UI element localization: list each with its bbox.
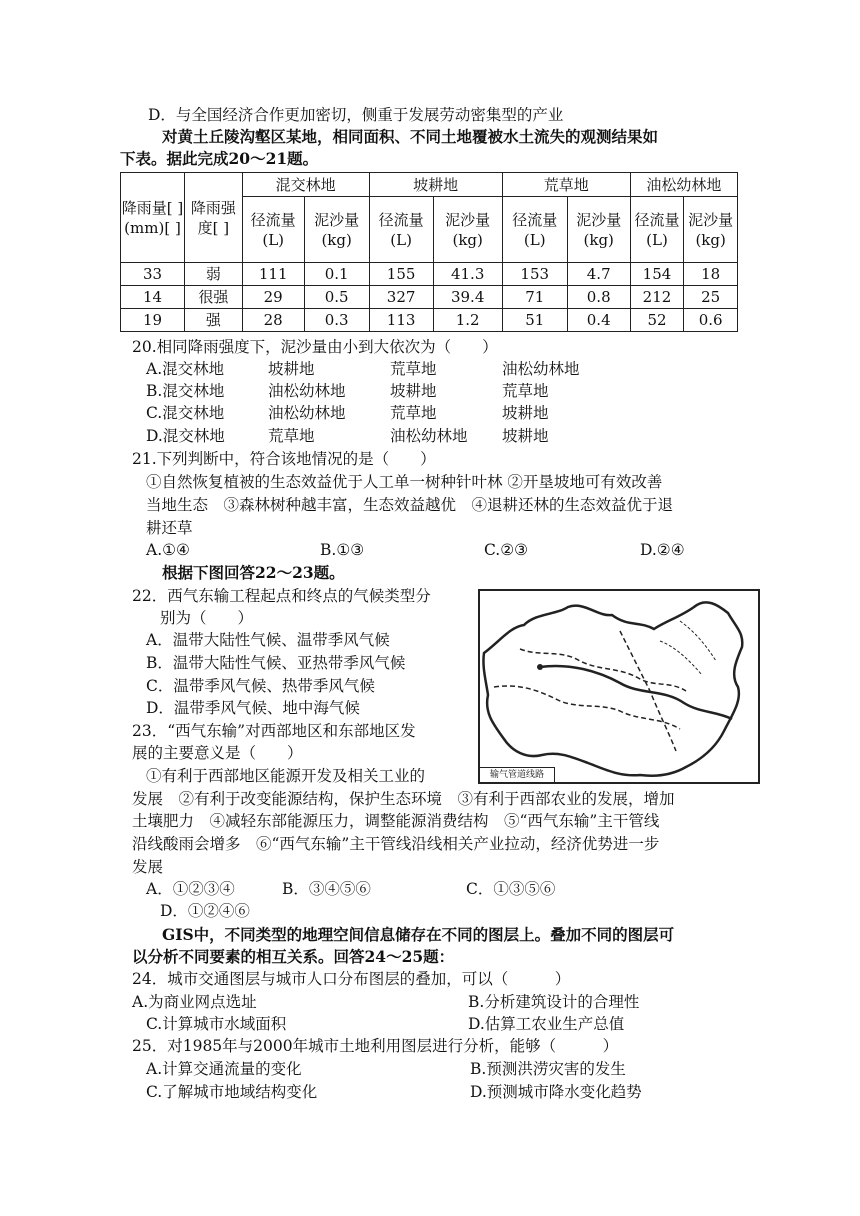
q25-option-a: A.计算交通流量的变化: [146, 1060, 302, 1078]
q21-option-d: D.②④: [640, 541, 685, 559]
header-group: 油松幼林地: [630, 173, 737, 197]
header-group: 荒草地: [502, 173, 630, 197]
table-cell: 14: [121, 286, 185, 309]
table-cell: 0.1: [304, 263, 369, 286]
header-rain-amount: 降雨量[ ](mm)[ ]: [121, 173, 185, 263]
pipeline-start-marker: [537, 664, 543, 670]
option-part: 坡耕地: [390, 382, 437, 400]
option-part: 荒草地: [268, 427, 315, 445]
table-cell: 很强: [184, 286, 242, 309]
table-cell: 113: [369, 309, 433, 332]
observation-table: [120, 172, 738, 332]
q24-stem: 24．城市交通图层与城市人口分布图层的叠加，可以（ ）: [132, 970, 571, 988]
map-legend: 输气管道线路: [480, 767, 555, 782]
table-cell: 154: [630, 263, 684, 286]
q23-option-a: A．①②③④: [146, 880, 235, 898]
table-cell: 39.4: [433, 286, 502, 309]
q23-option-b: B．③④⑤⑥: [282, 880, 371, 898]
q22-intro: 根据下图回答22～23题。: [162, 563, 345, 582]
q24-intro: GIS中，不同类型的地理空间信息储存在不同的图层上。叠加不同的图层可: [162, 925, 675, 944]
q23-body: 土壤肥力 ④减轻东部能源压力，调整能源消费结构 ⑤“西气东输”主干管线: [132, 812, 660, 830]
header-rain-intensity: 降雨强度[ ]: [184, 173, 242, 263]
q22-option-c: C．温带季风气候、热带季风气候: [146, 677, 375, 695]
q25-option-b: B.预测洪涝灾害的发生: [470, 1060, 626, 1078]
header-sediment: 泥沙量(kg): [567, 197, 630, 263]
q22-stem-cont: 别为（ ）: [160, 609, 254, 627]
option-part: 荒草地: [390, 404, 437, 422]
q21-body: 耕还草: [146, 519, 193, 537]
header-runoff: 径流量(L): [369, 197, 433, 263]
q20-intro-cont: 下表。据此完成20～21题。: [120, 149, 319, 168]
table-header-row: [121, 173, 738, 197]
option-part: B.混交林地: [146, 382, 225, 400]
table-cell: 51: [502, 309, 567, 332]
q20-intro: 对黄土丘陵沟壑区某地，相同面积、不同土地覆被水土流失的观测结果如: [162, 127, 659, 146]
option-part: D.混交林地: [146, 427, 225, 445]
table-cell: 153: [502, 263, 567, 286]
header-sediment: 泥沙量(kg): [433, 197, 502, 263]
q21-stem: 21.下列判断中，符合该地情况的是（ ）: [132, 450, 436, 468]
header-runoff: 径流量(L): [630, 197, 684, 263]
q22-option-d: D．温带季风气候、地中海气候: [146, 699, 360, 717]
q23-option-d: D．①②④⑥: [160, 902, 250, 920]
option-part: 油松幼林地: [268, 404, 346, 422]
table-cell: 19: [121, 309, 185, 332]
header-runoff: 径流量(L): [242, 197, 304, 263]
table-cell: 29: [242, 286, 304, 309]
table-cell: 0.6: [684, 309, 738, 332]
table-cell: 0.4: [567, 309, 630, 332]
option-part: 坡耕地: [502, 427, 549, 445]
header-group: 坡耕地: [369, 173, 502, 197]
q23-option-c: C．①③⑤⑥: [466, 880, 556, 898]
q19-option-d: D．与全国经济合作更加密切，侧重于发展劳动密集型的产业: [148, 106, 564, 124]
table-cell: 52: [630, 309, 684, 332]
option-part: 坡耕地: [268, 360, 315, 378]
option-part: A.混交林地: [146, 360, 225, 378]
q24-option-d: D.估算工农业生产总值: [468, 1015, 625, 1033]
q21-body: ①自然恢复植被的生态效益优于人工单一树种针叶林 ②开垦坡地可有效改善: [146, 473, 663, 491]
option-part: 荒草地: [502, 382, 549, 400]
table-cell: 0.3: [304, 309, 369, 332]
table-cell: 18: [684, 263, 738, 286]
q24-option-b: B.分析建筑设计的合理性: [468, 993, 640, 1011]
table-cell: 111: [242, 263, 304, 286]
q24-option-a: A.为商业网点选址: [132, 993, 257, 1011]
option-part: 坡耕地: [502, 404, 549, 422]
q21-option-c: C.②③: [484, 541, 529, 559]
china-map-sketch: [480, 591, 754, 778]
q23-body: 发展 ②有利于改变能源结构，保护生态环境 ③有利于西部农业的发展，增加: [132, 790, 675, 808]
q23-body: ①有利于西部地区能源开发及相关工业的: [146, 767, 426, 785]
table-cell: 25: [684, 286, 738, 309]
option-part: 油松幼林地: [390, 427, 468, 445]
table-cell: 0.8: [567, 286, 630, 309]
table-row: [121, 309, 738, 332]
q24-option-c: C.计算城市水域面积: [146, 1015, 287, 1033]
header-sediment: 泥沙量(kg): [684, 197, 738, 263]
q24-intro-cont: 以分析不同要素的相互关系。回答24～25题：: [132, 947, 455, 966]
table-cell: 33: [121, 263, 185, 286]
option-part: 油松幼林地: [502, 360, 580, 378]
q23-body: 发展: [132, 858, 164, 876]
table-cell: 212: [630, 286, 684, 309]
q22-stem: 22．西气东输工程起点和终点的气候类型分: [132, 587, 431, 605]
q25-stem: 25．对1985年与2000年城市土地利用图层进行分析，能够（ ）: [132, 1037, 619, 1055]
q21-option-a: A.①④: [146, 541, 190, 559]
option-part: C.混交林地: [146, 404, 225, 422]
q21-body: 当地生态 ③森林树种越丰富，生态效益越优 ④退耕还林的生态效益优于退: [146, 496, 674, 514]
table-cell: 1.2: [433, 309, 502, 332]
table-row: [121, 263, 738, 286]
q22-option-b: B．温带大陆性气候、亚热带季风气候: [146, 654, 406, 672]
pipeline-map: [478, 589, 760, 784]
table-cell: 71: [502, 286, 567, 309]
table-cell: 155: [369, 263, 433, 286]
header-runoff: 径流量(L): [502, 197, 567, 263]
table-cell: 0.5: [304, 286, 369, 309]
header-sediment: 泥沙量(kg): [304, 197, 369, 263]
table-row: [121, 286, 738, 309]
table-cell: 327: [369, 286, 433, 309]
option-part: 油松幼林地: [268, 382, 346, 400]
q23-stem: 23．“西气东输”对西部地区和东部地区发: [132, 722, 416, 740]
table-cell: 4.7: [567, 263, 630, 286]
q25-option-c: C.了解城市地域结构变化: [146, 1083, 318, 1101]
q25-option-d: D.预测城市降水变化趋势: [470, 1083, 642, 1101]
table-cell: 强: [184, 309, 242, 332]
table-cell: 41.3: [433, 263, 502, 286]
q23-body: 沿线酸雨会增多 ⑥“西气东输”主干管线沿线相关产业拉动，经济优势进一步: [132, 835, 660, 853]
q23-stem-cont: 展的主要意义是（ ）: [132, 744, 303, 762]
table-cell: 28: [242, 309, 304, 332]
table-cell: 弱: [184, 263, 242, 286]
q20-stem: 20.相同降雨强度下，泥沙量由小到大依次为（ ）: [132, 338, 498, 356]
option-part: 荒草地: [390, 360, 437, 378]
header-group: 混交林地: [242, 173, 369, 197]
q22-option-a: A．温带大陆性气候、温带季风气候: [146, 631, 390, 649]
q21-option-b: B.①③: [320, 541, 365, 559]
